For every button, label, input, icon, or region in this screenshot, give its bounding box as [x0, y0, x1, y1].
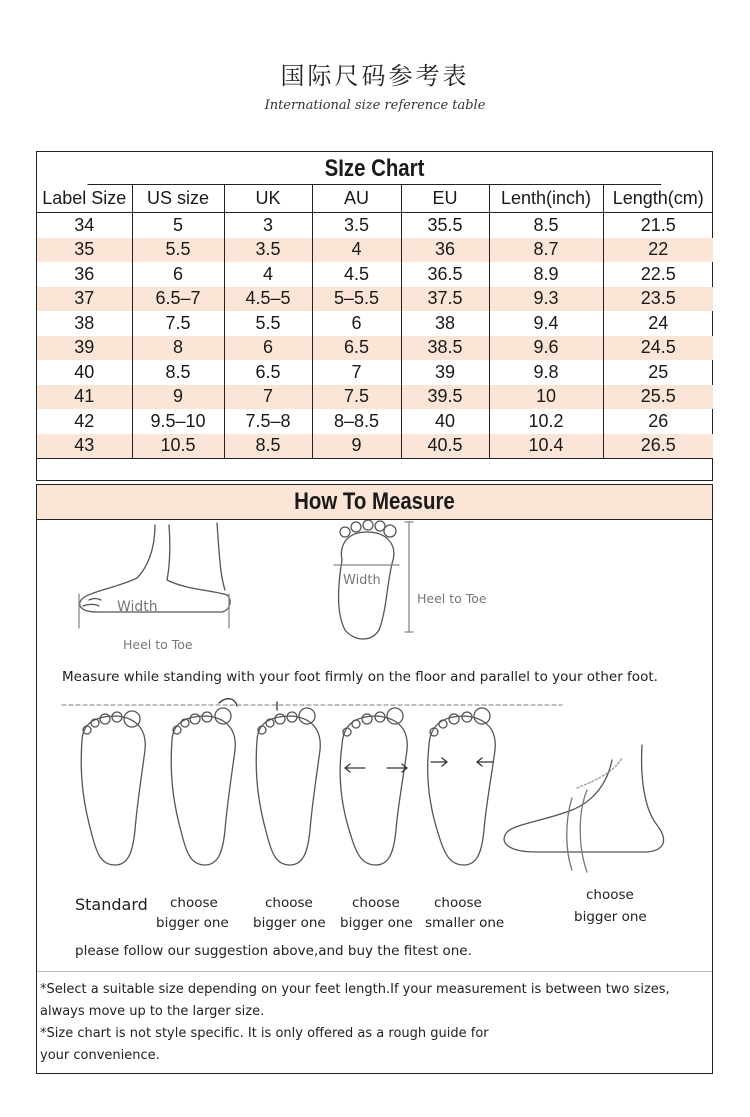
table-cell: 5.5: [132, 238, 224, 263]
size-chart: [36, 151, 713, 481]
foot-choose-smaller-icon: [428, 708, 496, 865]
table-cell: 4.5–5: [224, 287, 312, 312]
table-cell: 39: [37, 336, 132, 361]
table-cell: 26.5: [603, 434, 713, 459]
table-cell: 21.5: [640, 214, 676, 235]
table-cell: 8: [132, 336, 224, 361]
table-row: [37, 238, 713, 263]
note-line-3: *Size chart is not style specific. It is only offered as a rough guide for: [40, 1026, 489, 1041]
table-cell: 7.5: [132, 311, 224, 336]
foot-choose-bigger-2-icon: [256, 702, 320, 865]
table-cell: 24: [648, 312, 669, 333]
how-to-measure-panel: [36, 484, 713, 1074]
table-cell: 36.5: [401, 262, 489, 287]
table-cell: 38: [401, 311, 489, 336]
table-cell: 43: [37, 434, 132, 459]
suggestion-5-line2: bigger one: [574, 909, 647, 925]
note-line-1: *Select a suitable size depending on your feet length.If your measurement is between two sizes,: [40, 982, 670, 997]
page-title: 国际尺码参考表: [280, 62, 470, 90]
table-row: [37, 336, 713, 361]
table-cell: 36: [37, 262, 132, 287]
table-cell: 23.5: [603, 287, 713, 312]
table-cell: 8–8.5: [312, 409, 401, 434]
note-line-4: your convenience.: [40, 1048, 160, 1063]
table-cell: 41: [37, 385, 132, 410]
table-cell: 37: [37, 287, 132, 312]
heel-to-toe-label-sole: Heel to Toe: [417, 591, 487, 606]
width-label-side: Width: [117, 599, 158, 615]
page-subtitle: International size reference table: [264, 98, 486, 113]
table-cell: 35: [37, 238, 132, 263]
table-cell: 6.5: [312, 336, 401, 361]
table-cell: 39.5: [401, 385, 489, 410]
standard-label: Standard: [75, 895, 148, 914]
table-row: [37, 311, 713, 336]
table-cell: 6.5: [224, 360, 312, 385]
how-to-measure-title: How To Measure: [37, 485, 712, 520]
column-header: AU: [312, 185, 401, 213]
column-header: Label Size: [37, 185, 132, 213]
table-cell: 40: [401, 409, 489, 434]
table-cell: 6: [132, 262, 224, 287]
table-cell: 38: [37, 311, 132, 336]
table-cell: 6: [224, 336, 312, 361]
column-header: EU: [401, 185, 489, 213]
foot-standard-icon: [81, 711, 145, 865]
table-cell: 7.5–8: [224, 409, 312, 434]
size-chart-footer-space: [37, 459, 712, 482]
table-cell: 25.5: [603, 385, 713, 410]
table-row: [37, 262, 713, 287]
suggestion-2-line1: choose: [265, 895, 313, 911]
table-cell: 3: [224, 213, 312, 238]
table-cell: 8.7: [489, 238, 603, 263]
suggestion-5-line1: choose: [586, 887, 634, 903]
table-cell: 3.5: [312, 213, 401, 238]
table-cell: 5.5: [224, 311, 312, 336]
suggestion-4-line1: choose: [434, 895, 482, 911]
column-header: Length(cm): [603, 185, 713, 213]
table-cell: 40.5: [401, 434, 489, 459]
suggestion-3-line1: choose: [352, 895, 400, 911]
column-header: UK: [224, 185, 312, 213]
table-cell: 25: [648, 361, 669, 382]
table-header-row: [37, 185, 713, 213]
table-cell: 42: [37, 409, 132, 434]
table-row: [37, 287, 713, 312]
foot-choose-bigger-3-icon: [340, 708, 407, 865]
notes-divider: [37, 971, 712, 972]
heel-to-toe-label-side: Heel to Toe: [123, 637, 193, 652]
table-cell: 38.5: [401, 336, 489, 361]
column-header: Lenth(inch): [489, 185, 603, 213]
table-cell: 7.5: [312, 385, 401, 410]
table-cell: 4: [312, 238, 401, 263]
table-cell: 22: [603, 238, 713, 263]
table-cell: 9.3: [489, 287, 603, 312]
table-cell: 37.5: [401, 287, 489, 312]
table-cell: 8.5: [224, 434, 312, 459]
table-cell: 3.5: [224, 238, 312, 263]
follow-suggestion-text: please follow our suggestion above,and buy the fitest one.: [75, 943, 472, 959]
table-cell: 9: [312, 434, 401, 459]
table-cell: 36: [401, 238, 489, 263]
column-header: US size: [132, 185, 224, 213]
table-cell: 9.8: [489, 360, 603, 385]
table-cell: 10: [489, 385, 603, 410]
table-cell: 40: [37, 360, 132, 385]
table-cell: 6.5–7: [132, 287, 224, 312]
table-cell: 10.5: [132, 434, 224, 459]
table-cell: 8.9: [489, 262, 603, 287]
width-label-sole: Width: [343, 573, 381, 588]
table-cell: 9.6: [489, 336, 603, 361]
suggestion-3-line2: bigger one: [340, 915, 413, 931]
table-cell: 4: [224, 262, 312, 287]
table-cell: 26: [648, 410, 669, 431]
size-table: [37, 185, 713, 459]
measure-instruction: Measure while standing with your foot firmly on the floor and parallel to your other foot.: [62, 669, 658, 685]
table-cell: 9: [132, 385, 224, 410]
table-cell: 9.5–10: [132, 409, 224, 434]
size-chart-title: SIze Chart: [88, 152, 662, 185]
table-cell: 6: [312, 311, 401, 336]
suggestion-1-line1: choose: [170, 895, 218, 911]
note-line-2: always move up to the larger size.: [40, 1004, 265, 1019]
table-cell: 5–5.5: [312, 287, 401, 312]
foot-choose-bigger-1-icon: [171, 699, 237, 865]
table-cell: 34: [37, 213, 132, 238]
suggestion-1-line2: bigger one: [156, 915, 229, 931]
suggestion-4-line2: smaller one: [425, 915, 505, 931]
table-cell: 8.5: [489, 213, 603, 238]
suggestion-2-line2: bigger one: [253, 915, 326, 931]
table-row: [37, 434, 713, 459]
table-row: [37, 409, 713, 434]
table-row: [37, 213, 713, 238]
table-cell: 39: [401, 360, 489, 385]
foot-side-instep-icon: [504, 745, 663, 872]
table-cell: 9.4: [489, 311, 603, 336]
table-row: [37, 385, 713, 410]
table-cell: 24.5: [603, 336, 713, 361]
table-cell: 35.5: [401, 213, 489, 238]
table-cell: 7: [312, 360, 401, 385]
table-cell: 5: [132, 213, 224, 238]
table-cell: 8.5: [132, 360, 224, 385]
table-cell: 22.5: [640, 263, 676, 284]
table-cell: 10.2: [489, 409, 603, 434]
table-row: [37, 360, 713, 385]
table-cell: 4.5: [312, 262, 401, 287]
table-cell: 7: [224, 385, 312, 410]
table-cell: 10.4: [489, 434, 603, 459]
